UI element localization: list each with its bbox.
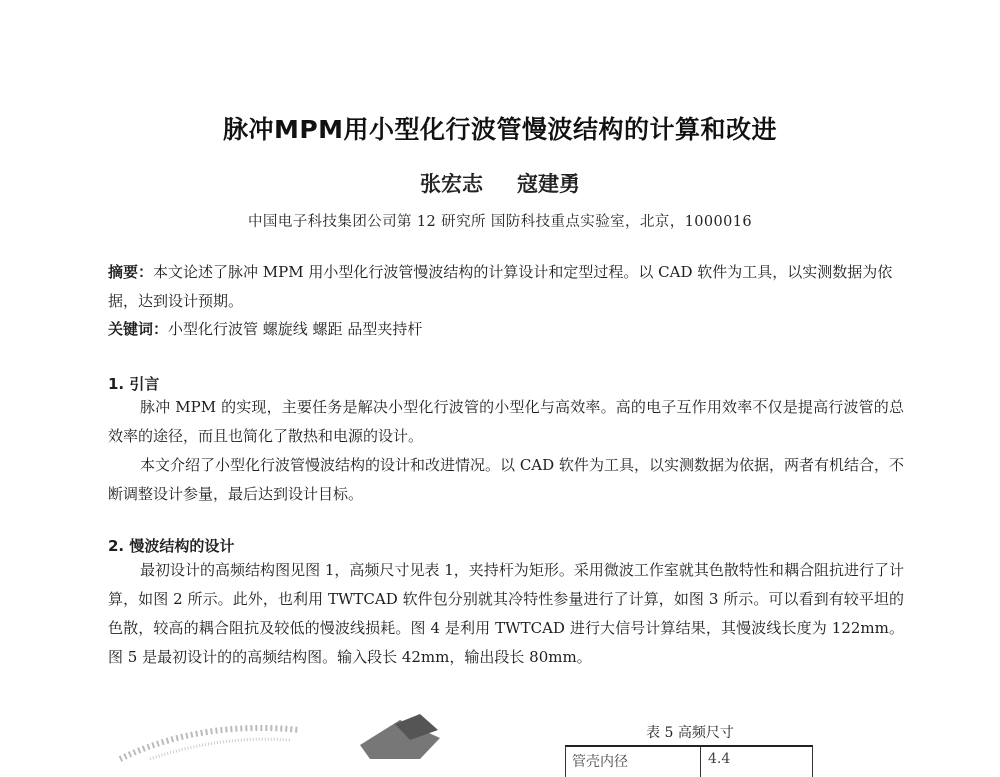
author-list	[0, 168, 1000, 198]
author-name: 寇建勇	[517, 171, 580, 196]
paragraph: 脉冲 MPM 的实现，主要任务是解决小型化行波管的小型化与高效率。高的电子互作用效率不仅是提高行波管的总效率的途径，而且也简化了散热和电源的设计。	[108, 398, 904, 445]
helix-structure-figure-icon	[0, 700, 560, 759]
paragraph: 最初设计的高频结构图见图 1，高频尺寸见表 1，夹持杆为矩形。采用微波工作室就其色散特性和耦合阻抗进行了计算，如图 2 所示。此外，也利用 TWTCAD 软件包分别就其冷特性参量进行了计算，如图 3 所示。可以看到有较平坦的色散，较高的耦合阻抗及较低的慢波线损耗。图 4 是利用 TWTCAD 进行大信号计算结果，其慢波线长度为 122mm。图 5 是最初设计的的高频结构图。输入段长 42mm，输出段长 80mm。	[108, 561, 904, 666]
abstract-text: 本文论述了脉冲 MPM 用小型化行波管慢波结构的计算设计和定型过程。以 CAD 软件为工具，以实测数据为依据，达到设计预期。	[108, 263, 893, 310]
section-body-design	[108, 556, 904, 672]
affiliation: 中国电子科技集团公司第 12 研究所 国防科技重点实验室，北京，1000016	[248, 214, 752, 230]
keywords	[108, 315, 904, 344]
section-heading-design: 2. 慢波结构的设计	[108, 537, 235, 555]
paragraph: 本文介绍了小型化行波管慢波结构的设计和改进情况。以 CAD 软件为工具，以实测数据为依据，两者有机结合，不断调整设计参量，最后达到设计目标。	[108, 456, 904, 503]
keywords-label: 关键词：	[108, 320, 169, 338]
dimension-table	[565, 745, 813, 777]
paper-title: 脉冲MPM用小型化行波管慢波结构的计算和改进	[222, 115, 778, 144]
table-cell: 4.4	[708, 751, 731, 767]
section-body-intro	[108, 393, 904, 509]
author-name: 张宏志	[420, 171, 483, 196]
abstract	[108, 258, 904, 316]
abstract-label: 摘要：	[108, 263, 154, 281]
keywords-text: 小型化行波管 螺旋线 螺距 品型夹持杆	[168, 320, 423, 338]
table-caption: 表 5 高频尺寸	[646, 725, 734, 741]
table-cell: 管壳内径	[572, 754, 628, 770]
table-divider	[700, 747, 701, 777]
section-heading-intro: 1. 引言	[108, 375, 160, 393]
